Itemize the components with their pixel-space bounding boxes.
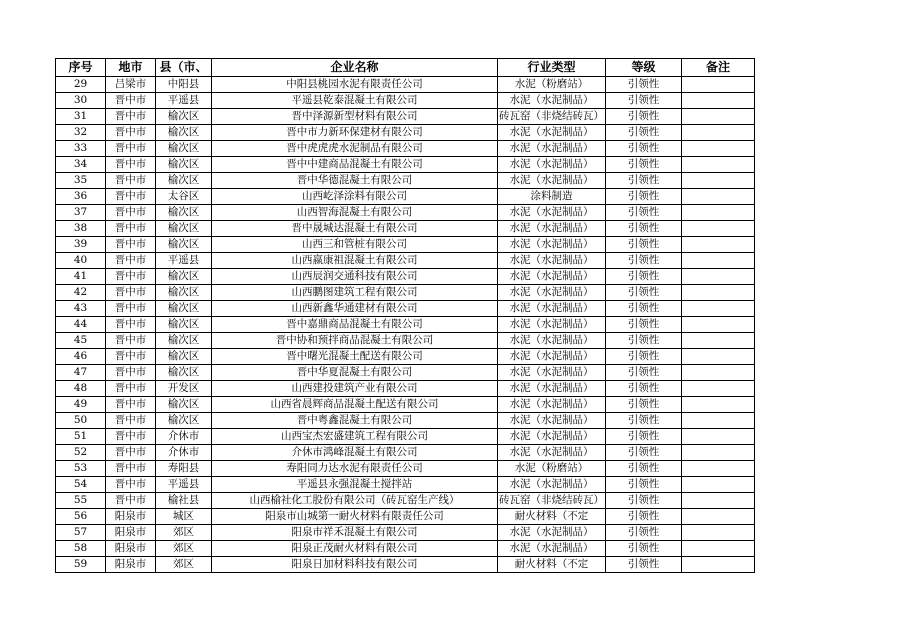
cell-county: 榆次区 xyxy=(156,349,212,365)
cell-level: 引领性 xyxy=(606,237,682,253)
cell-company-name: 晋中华德混凝土有限公司 xyxy=(212,173,498,189)
cell-no: 31 xyxy=(56,109,106,125)
cell-no: 55 xyxy=(56,493,106,509)
cell-industry: 水泥（水泥制品） xyxy=(498,141,606,157)
cell-company-name: 山西榆社化工股份有限公司（砖瓦窑生产线） xyxy=(212,493,498,509)
cell-no: 40 xyxy=(56,253,106,269)
cell-level: 引领性 xyxy=(606,477,682,493)
cell-note xyxy=(682,557,755,573)
cell-county: 郊区 xyxy=(156,541,212,557)
cell-no: 32 xyxy=(56,125,106,141)
cell-industry: 水泥（水泥制品） xyxy=(498,237,606,253)
cell-city: 晋中市 xyxy=(106,141,156,157)
cell-no: 53 xyxy=(56,461,106,477)
table-row xyxy=(56,237,755,253)
cell-note xyxy=(682,509,755,525)
cell-company-name: 阳泉市祥禾混凝土有限公司 xyxy=(212,525,498,541)
header-industry: 行业类型 xyxy=(498,59,606,77)
header-row xyxy=(56,59,755,77)
cell-company-name: 晋中晟城达混凝土有限公司 xyxy=(212,221,498,237)
cell-city: 阳泉市 xyxy=(106,525,156,541)
cell-no: 57 xyxy=(56,525,106,541)
cell-no: 56 xyxy=(56,509,106,525)
table-row xyxy=(56,141,755,157)
cell-no: 33 xyxy=(56,141,106,157)
cell-company-name: 山西智海混凝土有限公司 xyxy=(212,205,498,221)
cell-level: 引领性 xyxy=(606,397,682,413)
cell-county: 介休市 xyxy=(156,429,212,445)
cell-company-name: 山西新鑫华通建材有限公司 xyxy=(212,301,498,317)
cell-city: 晋中市 xyxy=(106,477,156,493)
cell-county: 榆次区 xyxy=(156,317,212,333)
cell-county: 寿阳县 xyxy=(156,461,212,477)
table-row xyxy=(56,109,755,125)
cell-industry: 水泥（水泥制品） xyxy=(498,125,606,141)
cell-company-name: 山西屹泽涂料有限公司 xyxy=(212,189,498,205)
cell-company-name: 晋中中建商品混凝土有限公司 xyxy=(212,157,498,173)
cell-note xyxy=(682,269,755,285)
table-row xyxy=(56,541,755,557)
cell-note xyxy=(682,445,755,461)
cell-no: 36 xyxy=(56,189,106,205)
cell-note xyxy=(682,541,755,557)
cell-county: 榆次区 xyxy=(156,173,212,189)
cell-city: 晋中市 xyxy=(106,125,156,141)
cell-industry: 水泥（水泥制品） xyxy=(498,477,606,493)
header-city: 地市 xyxy=(106,59,156,77)
cell-industry: 砖瓦窑（非烧结砖瓦） xyxy=(498,109,606,125)
cell-note xyxy=(682,461,755,477)
cell-company-name: 晋中嘉鼎商品混凝土有限公司 xyxy=(212,317,498,333)
cell-no: 49 xyxy=(56,397,106,413)
cell-county: 平遥县 xyxy=(156,93,212,109)
cell-company-name: 山西辰润交通科技有限公司 xyxy=(212,269,498,285)
table-row xyxy=(56,317,755,333)
table-row xyxy=(56,429,755,445)
cell-company-name: 平遥县永强混凝土搅拌站 xyxy=(212,477,498,493)
cell-company-name: 晋中华夏混凝土有限公司 xyxy=(212,365,498,381)
cell-industry: 水泥（水泥制品） xyxy=(498,413,606,429)
cell-county: 榆次区 xyxy=(156,413,212,429)
cell-no: 58 xyxy=(56,541,106,557)
table-row xyxy=(56,477,755,493)
header-company-name: 企业名称 xyxy=(212,59,498,77)
cell-level: 引领性 xyxy=(606,285,682,301)
cell-note xyxy=(682,301,755,317)
cell-company-name: 山西宝杰宏盛建筑工程有限公司 xyxy=(212,429,498,445)
cell-note xyxy=(682,93,755,109)
cell-city: 晋中市 xyxy=(106,285,156,301)
cell-note xyxy=(682,365,755,381)
header-county: 县（市、 xyxy=(156,59,212,77)
cell-no: 37 xyxy=(56,205,106,221)
cell-level: 引领性 xyxy=(606,221,682,237)
table-row xyxy=(56,253,755,269)
cell-industry: 水泥（水泥制品） xyxy=(498,269,606,285)
table-row xyxy=(56,93,755,109)
cell-county: 榆次区 xyxy=(156,141,212,157)
cell-note xyxy=(682,525,755,541)
cell-level: 引领性 xyxy=(606,349,682,365)
cell-county: 城区 xyxy=(156,509,212,525)
cell-level: 引领性 xyxy=(606,109,682,125)
cell-level: 引领性 xyxy=(606,141,682,157)
cell-industry: 水泥（水泥制品） xyxy=(498,541,606,557)
cell-company-name: 晋中虎虎虎水泥制品有限公司 xyxy=(212,141,498,157)
cell-note xyxy=(682,381,755,397)
cell-note xyxy=(682,141,755,157)
cell-no: 48 xyxy=(56,381,106,397)
cell-level: 引领性 xyxy=(606,429,682,445)
table-row xyxy=(56,205,755,221)
cell-no: 54 xyxy=(56,477,106,493)
cell-city: 晋中市 xyxy=(106,237,156,253)
cell-industry: 水泥（水泥制品） xyxy=(498,349,606,365)
cell-city: 晋中市 xyxy=(106,365,156,381)
cell-industry: 水泥（水泥制品） xyxy=(498,365,606,381)
table-row xyxy=(56,461,755,477)
cell-county: 开发区 xyxy=(156,381,212,397)
cell-no: 38 xyxy=(56,221,106,237)
cell-county: 榆次区 xyxy=(156,125,212,141)
cell-county: 榆次区 xyxy=(156,157,212,173)
cell-no: 41 xyxy=(56,269,106,285)
cell-city: 晋中市 xyxy=(106,429,156,445)
cell-city: 晋中市 xyxy=(106,333,156,349)
cell-note xyxy=(682,285,755,301)
table-row xyxy=(56,221,755,237)
cell-city: 吕梁市 xyxy=(106,77,156,93)
table-row xyxy=(56,301,755,317)
cell-no: 44 xyxy=(56,317,106,333)
cell-city: 晋中市 xyxy=(106,221,156,237)
cell-industry: 涂料制造 xyxy=(498,189,606,205)
cell-city: 晋中市 xyxy=(106,445,156,461)
cell-company-name: 山西嬴康祖混凝土有限公司 xyxy=(212,253,498,269)
cell-county: 榆次区 xyxy=(156,301,212,317)
cell-level: 引领性 xyxy=(606,77,682,93)
cell-level: 引领性 xyxy=(606,445,682,461)
cell-no: 42 xyxy=(56,285,106,301)
cell-city: 晋中市 xyxy=(106,157,156,173)
table-row xyxy=(56,509,755,525)
cell-company-name: 阳泉日加材料科技有限公司 xyxy=(212,557,498,573)
cell-city: 晋中市 xyxy=(106,413,156,429)
table-row xyxy=(56,333,755,349)
table-row xyxy=(56,77,755,93)
cell-city: 晋中市 xyxy=(106,109,156,125)
cell-city: 晋中市 xyxy=(106,205,156,221)
cell-level: 引领性 xyxy=(606,381,682,397)
cell-note xyxy=(682,237,755,253)
table-row xyxy=(56,397,755,413)
cell-note xyxy=(682,413,755,429)
cell-county: 榆次区 xyxy=(156,285,212,301)
cell-company-name: 晋中粤鑫混凝土有限公司 xyxy=(212,413,498,429)
cell-level: 引领性 xyxy=(606,205,682,221)
cell-industry: 水泥（水泥制品） xyxy=(498,301,606,317)
cell-no: 29 xyxy=(56,77,106,93)
table-row xyxy=(56,381,755,397)
cell-level: 引领性 xyxy=(606,93,682,109)
cell-company-name: 山西三和管桩有限公司 xyxy=(212,237,498,253)
cell-note xyxy=(682,77,755,93)
cell-industry: 水泥（水泥制品） xyxy=(498,253,606,269)
cell-level: 引领性 xyxy=(606,493,682,509)
cell-industry: 水泥（水泥制品） xyxy=(498,157,606,173)
cell-county: 榆次区 xyxy=(156,333,212,349)
cell-no: 43 xyxy=(56,301,106,317)
cell-note xyxy=(682,189,755,205)
cell-city: 晋中市 xyxy=(106,381,156,397)
cell-company-name: 晋中协和预拌商品混凝土有限公司 xyxy=(212,333,498,349)
cell-company-name: 阳泉正茂耐火材料有限公司 xyxy=(212,541,498,557)
cell-note xyxy=(682,221,755,237)
cell-city: 晋中市 xyxy=(106,493,156,509)
cell-no: 46 xyxy=(56,349,106,365)
cell-level: 引领性 xyxy=(606,461,682,477)
cell-no: 52 xyxy=(56,445,106,461)
table-row xyxy=(56,349,755,365)
cell-company-name: 平遥县乾泰混凝土有限公司 xyxy=(212,93,498,109)
cell-industry: 水泥（水泥制品） xyxy=(498,173,606,189)
table-row xyxy=(56,189,755,205)
cell-county: 榆次区 xyxy=(156,205,212,221)
cell-note xyxy=(682,317,755,333)
cell-county: 郊区 xyxy=(156,557,212,573)
cell-note xyxy=(682,349,755,365)
cell-company-name: 中阳县桃园水泥有限责任公司 xyxy=(212,77,498,93)
cell-county: 榆次区 xyxy=(156,397,212,413)
table-row xyxy=(56,525,755,541)
cell-industry: 水泥（粉磨站） xyxy=(498,461,606,477)
cell-note xyxy=(682,477,755,493)
table-row xyxy=(56,173,755,189)
cell-city: 晋中市 xyxy=(106,461,156,477)
cell-city: 阳泉市 xyxy=(106,541,156,557)
cell-county: 榆次区 xyxy=(156,365,212,381)
cell-company-name: 山西鹏图建筑工程有限公司 xyxy=(212,285,498,301)
cell-county: 郊区 xyxy=(156,525,212,541)
cell-city: 阳泉市 xyxy=(106,509,156,525)
cell-county: 平遥县 xyxy=(156,253,212,269)
cell-note xyxy=(682,429,755,445)
cell-no: 45 xyxy=(56,333,106,349)
cell-no: 34 xyxy=(56,157,106,173)
cell-industry: 水泥（水泥制品） xyxy=(498,429,606,445)
cell-note xyxy=(682,493,755,509)
cell-level: 引领性 xyxy=(606,269,682,285)
cell-level: 引领性 xyxy=(606,189,682,205)
cell-note xyxy=(682,397,755,413)
table-row xyxy=(56,125,755,141)
cell-industry: 水泥（水泥制品） xyxy=(498,445,606,461)
cell-company-name: 晋中市力新环保建材有限公司 xyxy=(212,125,498,141)
cell-level: 引领性 xyxy=(606,173,682,189)
cell-city: 晋中市 xyxy=(106,189,156,205)
cell-county: 榆次区 xyxy=(156,269,212,285)
cell-level: 引领性 xyxy=(606,125,682,141)
cell-note xyxy=(682,157,755,173)
cell-no: 39 xyxy=(56,237,106,253)
cell-industry: 水泥（水泥制品） xyxy=(498,221,606,237)
cell-city: 晋中市 xyxy=(106,93,156,109)
cell-industry: 耐火材料（不定 xyxy=(498,557,606,573)
cell-industry: 水泥（水泥制品） xyxy=(498,397,606,413)
cell-level: 引领性 xyxy=(606,333,682,349)
header-no: 序号 xyxy=(56,59,106,77)
table-row xyxy=(56,445,755,461)
cell-county: 榆次区 xyxy=(156,221,212,237)
cell-level: 引领性 xyxy=(606,365,682,381)
cell-county: 太谷区 xyxy=(156,189,212,205)
cell-industry: 水泥（水泥制品） xyxy=(498,285,606,301)
header-level: 等级 xyxy=(606,59,682,77)
cell-industry: 水泥（水泥制品） xyxy=(498,525,606,541)
cell-company-name: 晋中曙光混凝土配送有限公司 xyxy=(212,349,498,365)
cell-city: 晋中市 xyxy=(106,317,156,333)
cell-industry: 水泥（粉磨站） xyxy=(498,77,606,93)
cell-city: 晋中市 xyxy=(106,269,156,285)
header-note: 备注 xyxy=(682,59,755,77)
table-row xyxy=(56,557,755,573)
cell-city: 阳泉市 xyxy=(106,557,156,573)
cell-company-name: 寿阳同力达水泥有限责任公司 xyxy=(212,461,498,477)
cell-county: 榆次区 xyxy=(156,109,212,125)
table-body xyxy=(56,77,755,573)
cell-level: 引领性 xyxy=(606,301,682,317)
cell-county: 榆次区 xyxy=(156,237,212,253)
cell-level: 引领性 xyxy=(606,253,682,269)
cell-level: 引领性 xyxy=(606,157,682,173)
cell-company-name: 介休市鸿峰混凝土有限公司 xyxy=(212,445,498,461)
table-row xyxy=(56,365,755,381)
cell-level: 引领性 xyxy=(606,557,682,573)
cell-no: 50 xyxy=(56,413,106,429)
cell-industry: 水泥（水泥制品） xyxy=(498,381,606,397)
cell-note xyxy=(682,333,755,349)
cell-level: 引领性 xyxy=(606,541,682,557)
cell-level: 引领性 xyxy=(606,413,682,429)
cell-note xyxy=(682,205,755,221)
table-row xyxy=(56,269,755,285)
cell-no: 59 xyxy=(56,557,106,573)
table-row xyxy=(56,157,755,173)
cell-city: 晋中市 xyxy=(106,349,156,365)
cell-city: 晋中市 xyxy=(106,173,156,189)
cell-no: 35 xyxy=(56,173,106,189)
cell-county: 介休市 xyxy=(156,445,212,461)
cell-city: 晋中市 xyxy=(106,253,156,269)
cell-industry: 耐火材料（不定 xyxy=(498,509,606,525)
cell-company-name: 阳泉市山城第一耐火材料有限责任公司 xyxy=(212,509,498,525)
cell-industry: 砖瓦窑（非烧结砖瓦） xyxy=(498,493,606,509)
cell-company-name: 山西建投建筑产业有限公司 xyxy=(212,381,498,397)
cell-note xyxy=(682,253,755,269)
cell-no: 47 xyxy=(56,365,106,381)
table-row xyxy=(56,285,755,301)
cell-city: 晋中市 xyxy=(106,397,156,413)
cell-note xyxy=(682,173,755,189)
enterprise-table xyxy=(55,58,755,573)
cell-level: 引领性 xyxy=(606,317,682,333)
cell-no: 51 xyxy=(56,429,106,445)
cell-level: 引领性 xyxy=(606,525,682,541)
cell-level: 引领性 xyxy=(606,509,682,525)
cell-no: 30 xyxy=(56,93,106,109)
cell-company-name: 晋中泽源新型材料有限公司 xyxy=(212,109,498,125)
cell-city: 晋中市 xyxy=(106,301,156,317)
cell-industry: 水泥（水泥制品） xyxy=(498,333,606,349)
cell-county: 中阳县 xyxy=(156,77,212,93)
cell-note xyxy=(682,109,755,125)
cell-county: 榆社县 xyxy=(156,493,212,509)
table-row xyxy=(56,413,755,429)
cell-note xyxy=(682,125,755,141)
cell-industry: 水泥（水泥制品） xyxy=(498,205,606,221)
cell-company-name: 山西省晨辉商品混凝土配送有限公司 xyxy=(212,397,498,413)
table-row xyxy=(56,493,755,509)
cell-industry: 水泥（水泥制品） xyxy=(498,93,606,109)
cell-county: 平遥县 xyxy=(156,477,212,493)
cell-industry: 水泥（水泥制品） xyxy=(498,317,606,333)
